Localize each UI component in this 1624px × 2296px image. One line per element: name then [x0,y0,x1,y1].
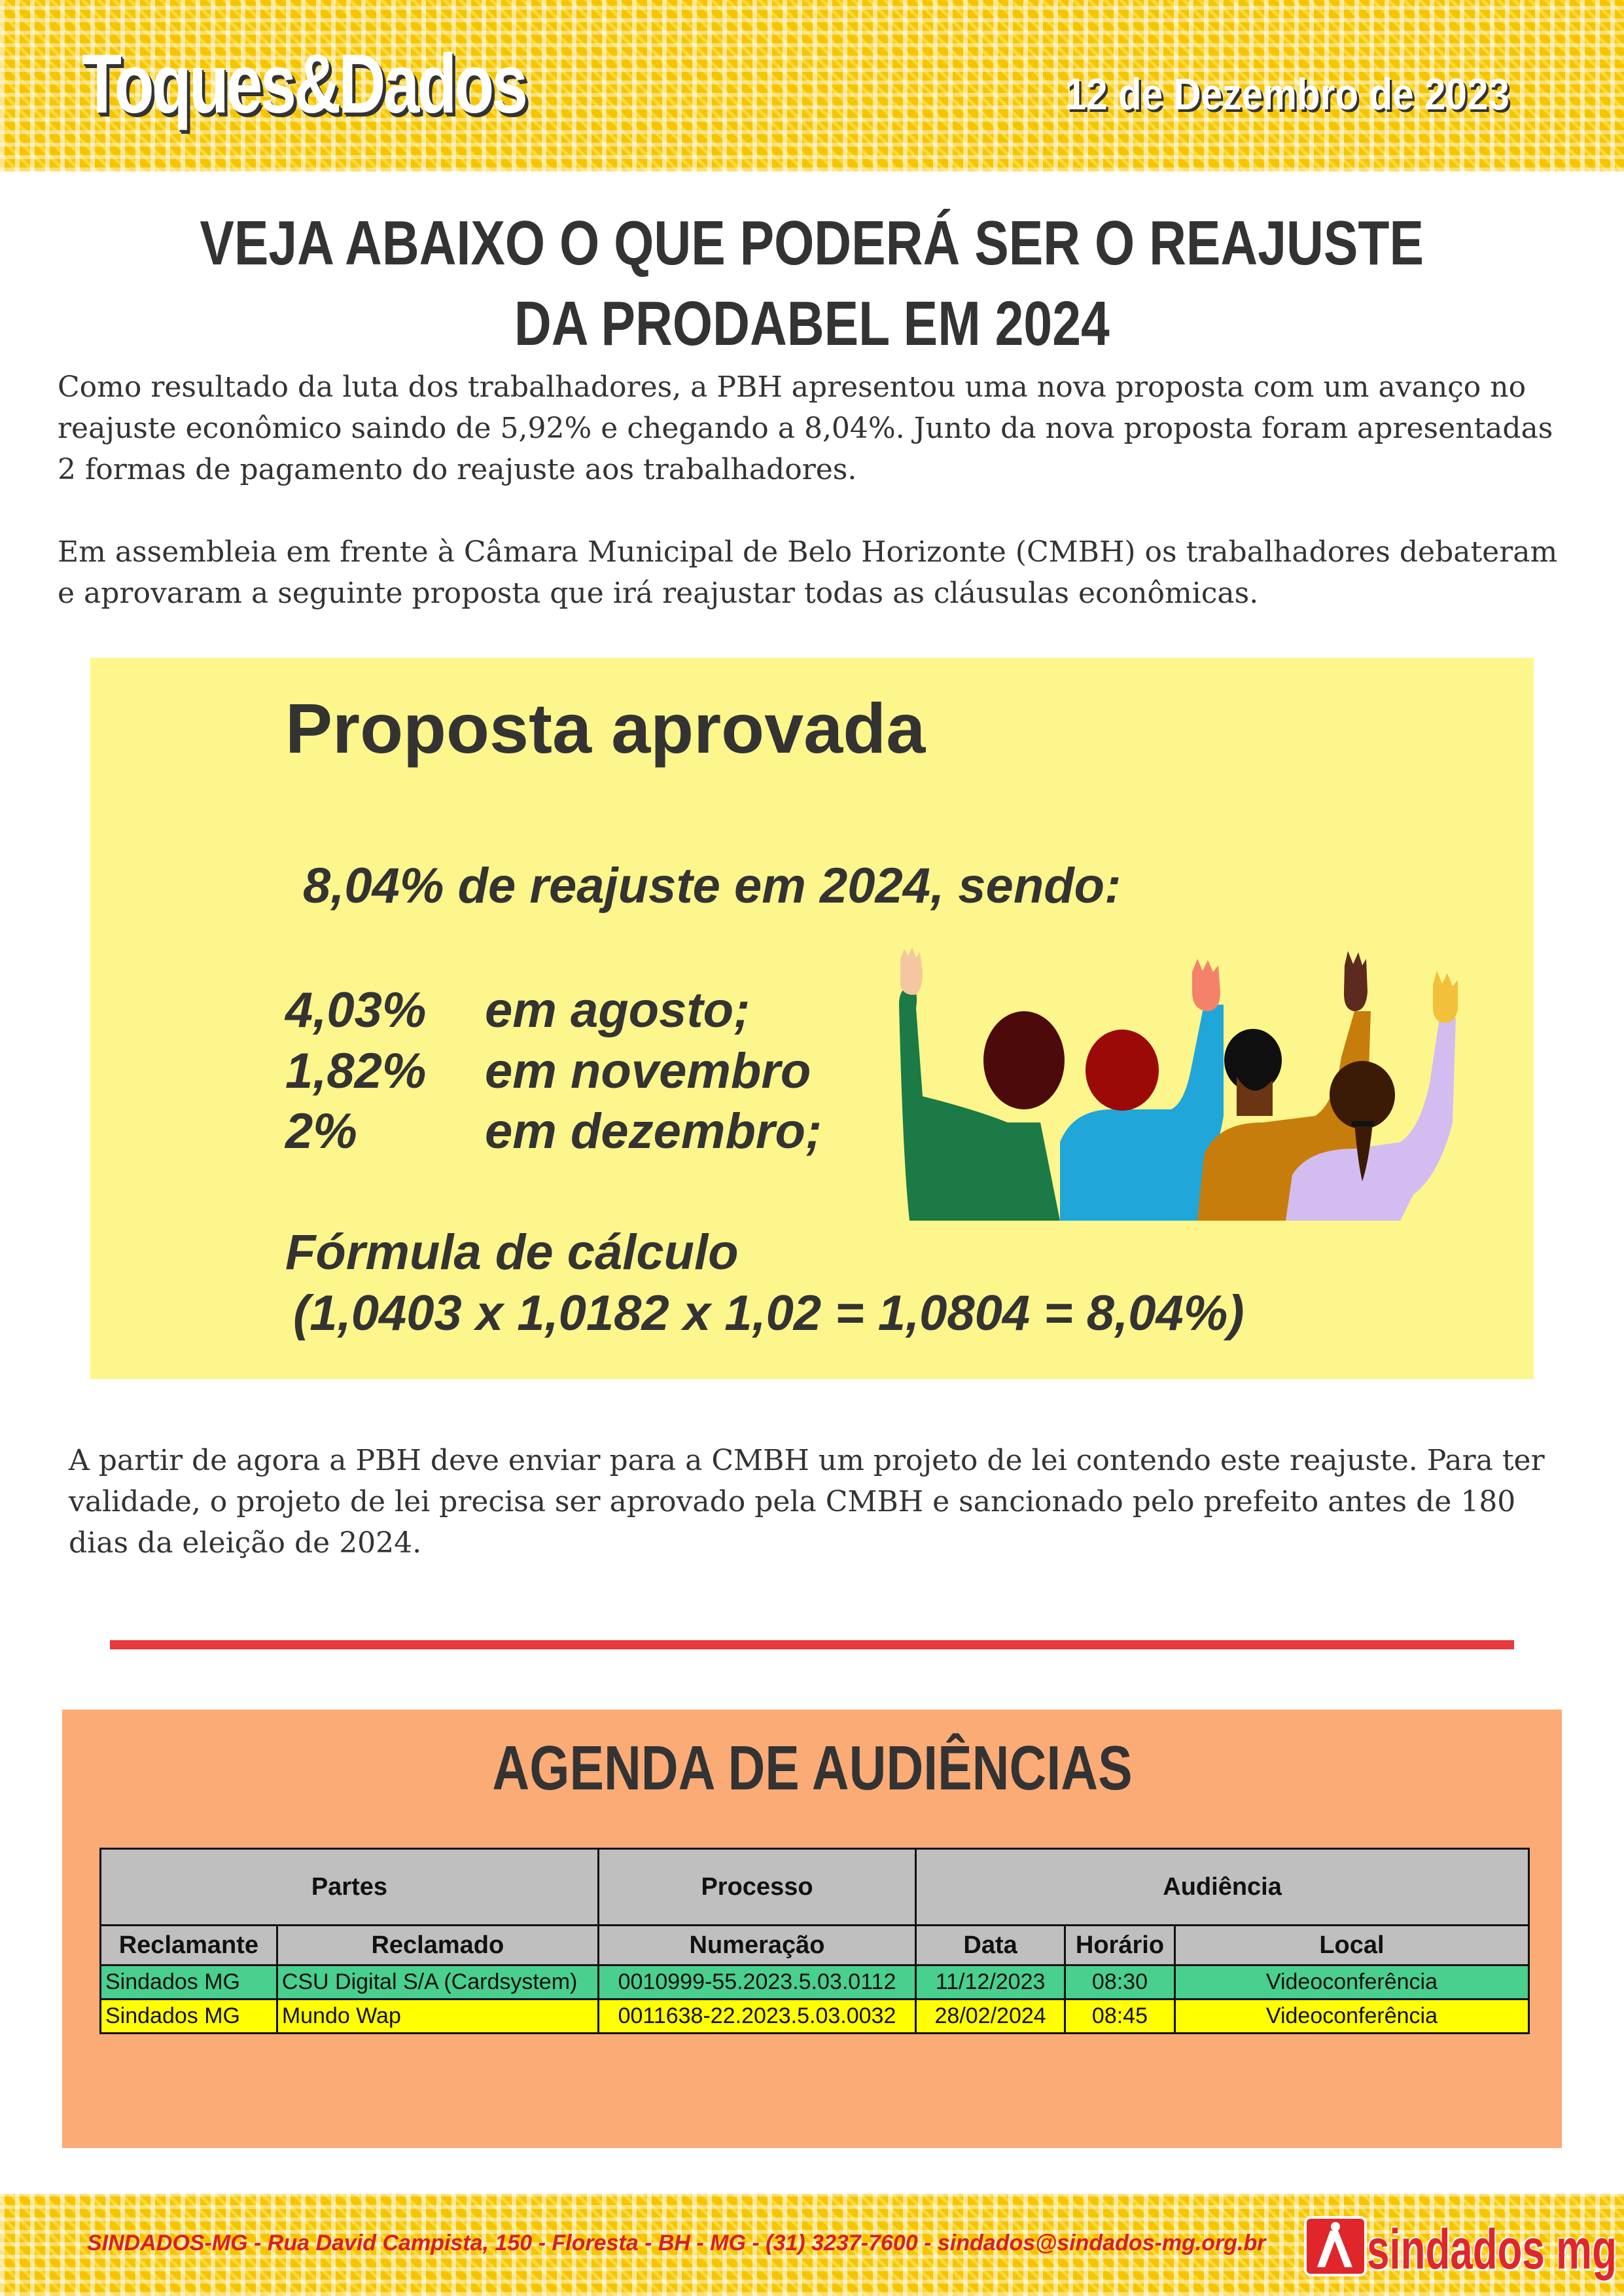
column-header: Data [916,1926,1065,1965]
group-header-partes: Partes [101,1849,599,1926]
column-header: Numeração [598,1926,915,1965]
hearings-table [99,1848,1530,2034]
table-column-header-row [101,1926,1529,1965]
closing-paragraph: A partir de agora a PBH deve enviar para a CMBH um projeto de lei contendo este reajuste. Para ter validade, o projeto de lei precisa ser aprovado pela CMBH e sancionado pelo prefeito antes de 180 dias da eleição de 2024. [69,1444,1545,1560]
sindados-logo [1304,2211,1617,2283]
hearings-agenda-section [62,1710,1562,2148]
table-group-header-row [101,1849,1529,1926]
cell-horario: 08:30 [1065,1965,1175,2000]
cell-data: 11/12/2023 [916,1965,1065,2000]
people-raising-hands-illustration [896,946,1472,1221]
proposal-subtitle: 8,04% de reajuste em 2024, sendo: [303,858,1121,914]
headline [0,203,1624,364]
group-header-processo: Processo [598,1849,915,1926]
sindados-logo-icon [1304,2216,1367,2276]
intro-paragraph-2: Em assembleia em frente à Câmara Municipal de Belo Horizonte (CMBH) os trabalhadores debateram e aprovaram a seguinte proposta que irá reajustar todas as cláusulas econômicas. [58,535,1558,610]
installment-percent: 4,03% [285,982,427,1038]
cell-reclamante: Sindados MG [101,1965,277,2000]
agenda-title-text: AGENDA DE AUDIÊNCIAS [491,1733,1133,1803]
newsletter-brand: Toques&Dados [82,37,526,131]
agenda-title [62,1732,1562,1804]
sindados-logo-text: sindados mg [1367,2218,1617,2281]
group-header-audiencia: Audiência [916,1849,1529,1926]
section-divider [110,1640,1514,1649]
installment-percent: 1,82% [285,1043,427,1099]
column-header: Local [1174,1926,1528,1965]
column-header: Reclamante [101,1926,277,1965]
cell-numeracao: 0010999-55.2023.5.03.0112 [598,1965,915,2000]
installment-row [285,1043,811,1100]
installment-label: em dezembro; [485,1103,822,1159]
cell-local: Videoconferência [1174,1965,1528,2000]
cell-numeracao: 0011638-22.2023.5.03.0032 [598,2000,915,2034]
installment-label: em agosto; [485,982,750,1038]
proposal-title: Proposta aprovada [285,689,926,768]
approved-proposal-box [90,658,1534,1379]
installment-row [285,1103,822,1160]
issue-date: 12 de Dezembro de 2023 [1065,69,1509,119]
table-row [101,1965,1529,2000]
installment-label: em novembro [485,1043,811,1099]
cell-reclamado: CSU Digital S/A (Cardsystem) [277,1965,598,2000]
column-header: Horário [1065,1926,1175,1965]
column-header: Reclamado [277,1926,598,1965]
installment-row [285,982,750,1039]
intro-paragraph-1: Como resultado da luta dos trabalhadores, a PBH apresentou uma nova proposta com um avanço no reajuste econômico saindo de 5,92% e chegando a 8,04%. Junto da nova proposta foram apresentadas 2 formas de pagamento do reajuste aos trabalhadores. [58,370,1553,486]
headline-line-1: VEJA ABAIXO O QUE PODERÁ SER O REAJUSTE [200,208,1424,278]
formula-label: Fórmula de cálculo [285,1225,739,1280]
headline-line-2: DA PRODABEL EM 2024 [514,289,1110,359]
formula: (1,0403 x 1,0182 x 1,02 = 1,0804 = 8,04%) [293,1285,1244,1341]
installment-percent: 2% [285,1103,357,1159]
footer-address: SINDADOS-MG - Rua David Campista, 150 - Floresta - BH - MG - (31) 3237-7600 - sindados@sindados-mg.org.br [87,2231,1266,2255]
table-row [101,2000,1529,2034]
cell-horario: 08:45 [1065,2000,1175,2034]
cell-reclamado: Mundo Wap [277,2000,598,2034]
cell-reclamante: Sindados MG [101,2000,277,2034]
cell-data: 28/02/2024 [916,2000,1065,2034]
cell-local: Videoconferência [1174,2000,1528,2034]
